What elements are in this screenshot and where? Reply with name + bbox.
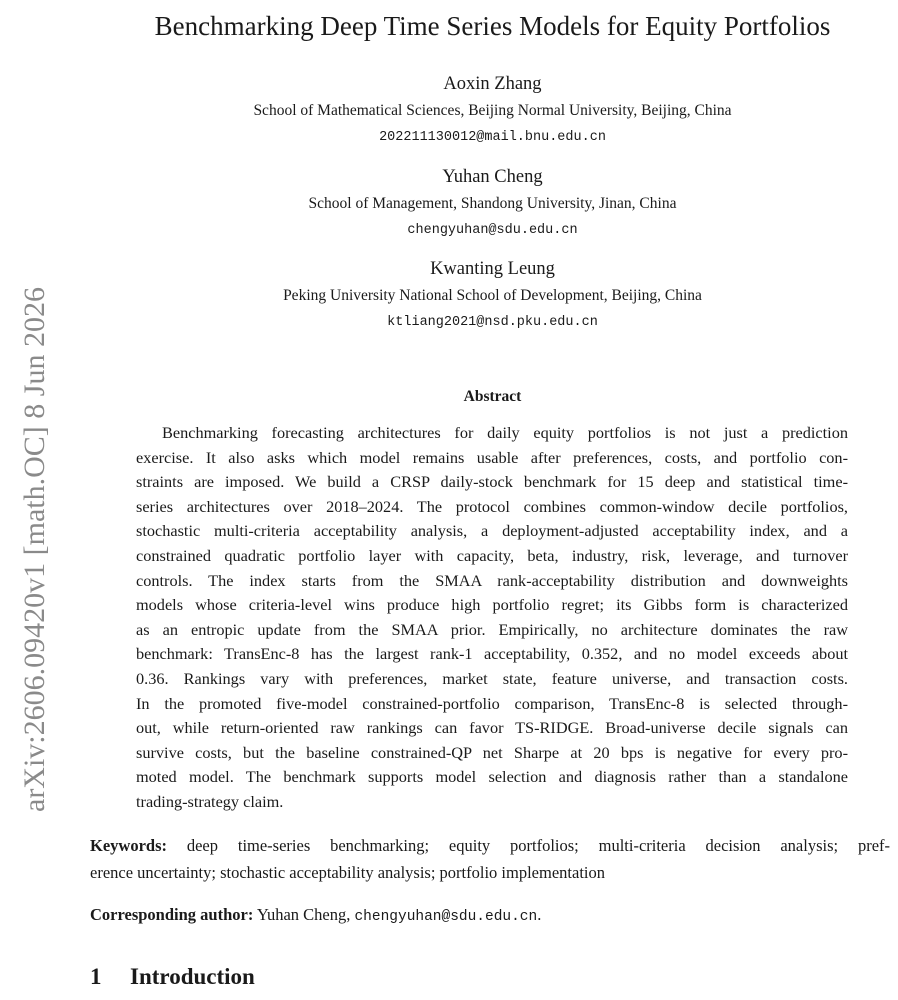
section-number: 1 [90,964,102,989]
author-affiliation: School of Management, Shandong University, Jinan, China [308,195,677,212]
corresponding-name: Yuhan Cheng, [256,905,351,924]
arxiv-identifier: arXiv:2606.09420v1 [math.OC] 8 Jun 2026 [18,287,51,813]
abstract-body [136,421,848,815]
author-block-2 [90,165,895,241]
abstract-heading: Abstract [463,388,522,405]
author-block-1 [90,72,895,148]
abstract-line: as an entropic update from the SMAA prior. Empirically, no architecture dominates the raw [136,619,848,639]
corresponding-email[interactable]: chengyuhan@sdu.edu.cn [354,909,538,925]
author-email[interactable]: chengyuhan@sdu.edu.cn [407,223,578,238]
paper-title: Benchmarking Deep Time Series Models for Equity Portfolios [154,11,831,41]
abstract-line: straints are imposed. We build a CRSP daily-stock benchmark for 15 deep and statistical time- [136,472,848,492]
abstract-line: benchmark: TransEnc-8 has the largest rank-1 acceptability, 0.352, and no model exceeds about [136,644,848,664]
author-block-3 [90,257,895,333]
section-heading [90,962,255,992]
abstract-line: series architectures over 2018–2024. The protocol combines common-window decile portfolios, [136,496,848,516]
corresponding-period: . [537,905,542,924]
abstract-line: exercise. It also asks which model remains usable after preferences, costs, and portfolio con- [136,447,848,467]
author-name: Yuhan Cheng [442,167,543,187]
author-affiliation: School of Mathematical Sciences, Beijing Normal University, Beijing, China [253,102,732,119]
abstract-line: constrained quadratic portfolio layer with capacity, beta, industry, risk, leverage, and turnover [136,545,848,565]
author-name: Aoxin Zhang [443,74,542,94]
abstract-line: stochastic multi-criteria acceptability analysis, a deployment-adjusted acceptability index, and a [136,521,848,541]
abstract-line: survive costs, but the baseline constrained-QP net Sharpe at 20 bps is negative for every pro- [136,742,848,762]
keywords-text: deep time-series benchmarking; equity portfolios; multi-criteria decision analysis; pref- [186,836,891,855]
corresponding-label: Corresponding author: [90,905,254,924]
abstract-line: controls. The index starts from the SMAA rank-acceptability distribution and downweights [136,570,848,590]
abstract-line: 0.36. Rankings vary with preferences, market state, feature universe, and transaction costs. [136,668,848,688]
author-email[interactable]: ktliang2021@nsd.pku.edu.cn [387,315,598,330]
section-title: Introduction [130,964,255,989]
author-affiliation: Peking University National School of Development, Beijing, China [283,287,702,304]
author-email[interactable]: 202211130012@mail.bnu.edu.cn [379,130,606,145]
abstract-line: models whose criteria-level wins produce high portfolio regret; its Gibbs form is characterized [136,595,848,615]
keywords-block [90,832,890,886]
author-name: Kwanting Leung [430,259,555,279]
corresponding-author [90,903,890,929]
abstract-line: moted model. The benchmark supports model selection and diagnosis rather than a standalone [136,767,848,787]
abstract-line: trading-strategy claim. [136,791,284,811]
keywords-line: erence uncertainty; stochastic acceptability analysis; portfolio implementation [90,863,605,882]
abstract-line: Benchmarking forecasting architectures for daily equity portfolios is not just a prediction [162,423,848,442]
keywords-line [90,832,890,859]
abstract-line: In the promoted five-model constrained-portfolio comparison, TransEnc-8 is selected through- [136,693,848,713]
keywords-label: Keywords: [90,836,167,855]
abstract-line: out, while return-oriented raw rankings can favor TS-RIDGE. Broad-universe decile signals can [136,718,848,738]
